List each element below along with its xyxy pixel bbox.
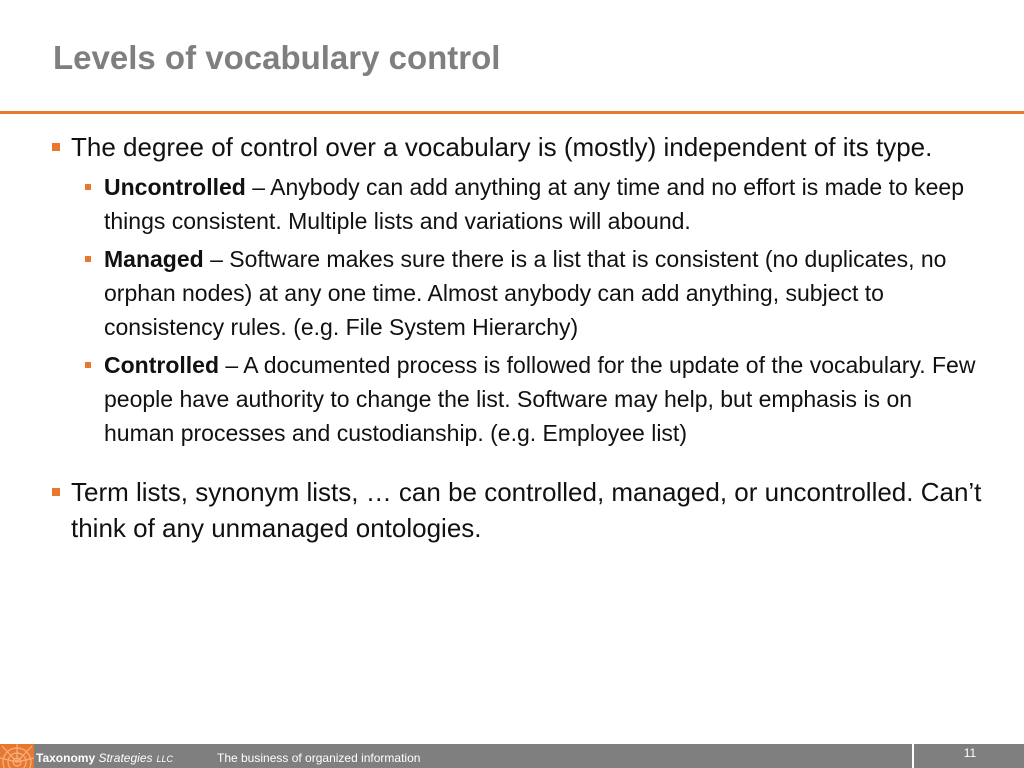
square-bullet-icon [52, 488, 60, 496]
brand-suffix: LLC [156, 754, 174, 764]
spacer [52, 454, 982, 474]
term-label: Managed [104, 246, 204, 272]
company-name [36, 750, 173, 767]
term-description: – Software makes sure there is a list that is consistent (no duplicates, no orphan nodes) at any one time. Almost anybody can add anything, subject to consistency rules. (e.g. File System Hierarchy) [104, 246, 947, 340]
slide-title: Levels of vocabulary control [53, 39, 501, 76]
square-bullet-icon [85, 184, 91, 190]
bullet-text: Term lists, synonym lists, … can be controlled, managed, or uncontrolled. Can’t think of any unmanaged ontologies. [71, 477, 982, 543]
square-bullet-icon [85, 362, 91, 368]
brand-name-bold: Taxonomy [36, 751, 96, 765]
term-label: Uncontrolled [104, 174, 246, 200]
bullet-text: The degree of control over a vocabulary is (mostly) independent of its type. [71, 132, 933, 162]
footer-divider [912, 744, 914, 768]
bullet-item [52, 474, 982, 546]
slide-body [52, 129, 982, 546]
company-tagline: The business of organized information [217, 751, 421, 765]
square-bullet-icon [52, 143, 60, 151]
sub-bullet-controlled [85, 348, 982, 450]
square-bullet-icon [85, 256, 91, 262]
term-description: – Anybody can add anything at any time and no effort is made to keep things consistent. Multiple lists and variations will abound. [104, 174, 965, 234]
brand-name-italic: Strategies [98, 751, 153, 765]
sub-bullet-uncontrolled [85, 170, 982, 238]
company-logo-icon [0, 744, 34, 768]
title-divider [0, 111, 1024, 114]
bullet-item [52, 129, 982, 165]
slide-number: 11 [963, 746, 977, 760]
term-label: Controlled [104, 352, 219, 378]
sub-bullet-list [85, 170, 982, 450]
sub-bullet-managed [85, 242, 982, 344]
footer-bar [0, 744, 1024, 768]
term-description: – A documented process is followed for the update of the vocabulary. Few people have authority to change the list. Software may help, but emphasis is on human processes and custodianship. (e.g. Employee list) [104, 352, 976, 446]
